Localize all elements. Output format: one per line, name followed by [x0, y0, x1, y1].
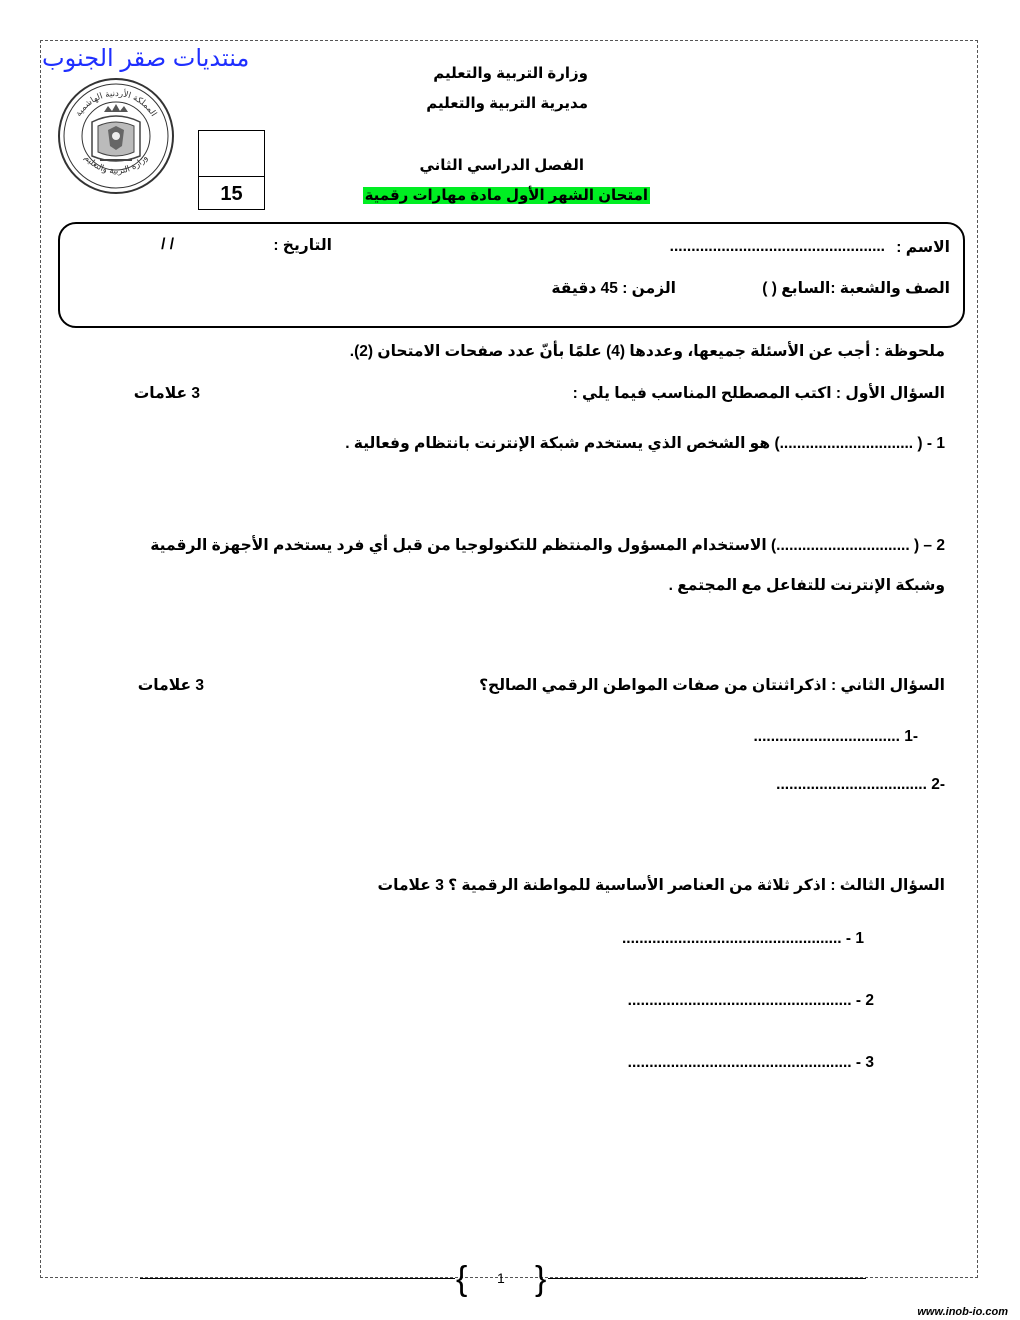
- q3-answer-2[interactable]: 2 - ....................................................: [627, 992, 874, 1009]
- watermark-text: منتديات صقر الجنوب: [42, 45, 250, 72]
- q3-title: السؤال الثالث : اذكر ثلاثة من العناصر الأساسية للمواطنة الرقمية ؟ 3 علامات: [377, 877, 945, 894]
- q3-answer-1[interactable]: 1 - ...................................................: [621, 930, 864, 947]
- footer-line-right: [548, 1278, 866, 1279]
- directorate-title: مديرية التربية والتعليم: [426, 95, 588, 112]
- footer-brace-left: {: [456, 1260, 468, 1298]
- score-total: 15: [220, 183, 243, 205]
- score-box: [198, 130, 265, 210]
- site-url: www.inob-io.com: [917, 1306, 1008, 1318]
- page-number: 1: [497, 1270, 505, 1286]
- q1-item-2-line-2: وشبكة الإنترنت للتفاعل مع المجتمع .: [668, 577, 945, 594]
- date-field[interactable]: / /: [161, 236, 174, 253]
- exam-note: ملحوظة : أجب عن الأسئلة جميعها، وعددها (4) علمًا بأنّ عدد صفحات الامتحان (2).: [349, 343, 945, 360]
- ministry-title: وزارة التربية والتعليم: [433, 65, 588, 82]
- footer-brace-right: }: [535, 1260, 547, 1298]
- exam-title: امتحان الشهر الأول مادة مهارات رقمية: [364, 187, 648, 204]
- date-label: التاريخ :: [273, 237, 332, 254]
- q2-marks: 3 علامات: [137, 677, 204, 694]
- class-label: الصف والشعبة :السابع ( ): [762, 280, 950, 297]
- q1-item-2-line-1: 2 – ( ...............................) الاستخدام المسؤول والمنتظم للتكنولوجيا من قبل أي فرد يستخدم الأجهزة الرقمية: [150, 537, 945, 554]
- name-label: الاسم :: [896, 239, 950, 256]
- q3-answer-3[interactable]: 3 - ....................................................: [627, 1054, 874, 1071]
- q2-answer-2[interactable]: -2 ...................................: [776, 776, 945, 793]
- semester-title: الفصل الدراسي الثاني: [419, 157, 584, 174]
- name-field[interactable]: ..................................................: [669, 238, 885, 255]
- q2-answer-1[interactable]: -1 ..................................: [753, 728, 918, 745]
- footer-line-left: [140, 1278, 455, 1279]
- time-label: الزمن : 45 دقيقة: [551, 280, 676, 297]
- jordan-ministry-seal-icon: [56, 76, 176, 196]
- score-box-divider: [199, 176, 264, 177]
- svg-text:المملكة الأردنية الهاشمية: المملكة الأردنية الهاشمية: [73, 88, 159, 119]
- svg-text:وزارة التربية والتعليم: وزارة التربية والتعليم: [81, 153, 151, 177]
- q1-item-1: 1 - ( ...............................) هو الشخص الذي يستخدم شبكة الإنترنت بانتظام وفعالية .: [345, 435, 945, 452]
- q2-title: السؤال الثاني : اذكراثنتان من صفات المواطن الرقمي الصالح؟: [479, 677, 945, 694]
- q1-title: السؤال الأول : اكتب المصطلح المناسب فيما يلي :: [572, 385, 945, 402]
- q1-marks: 3 علامات: [133, 385, 200, 402]
